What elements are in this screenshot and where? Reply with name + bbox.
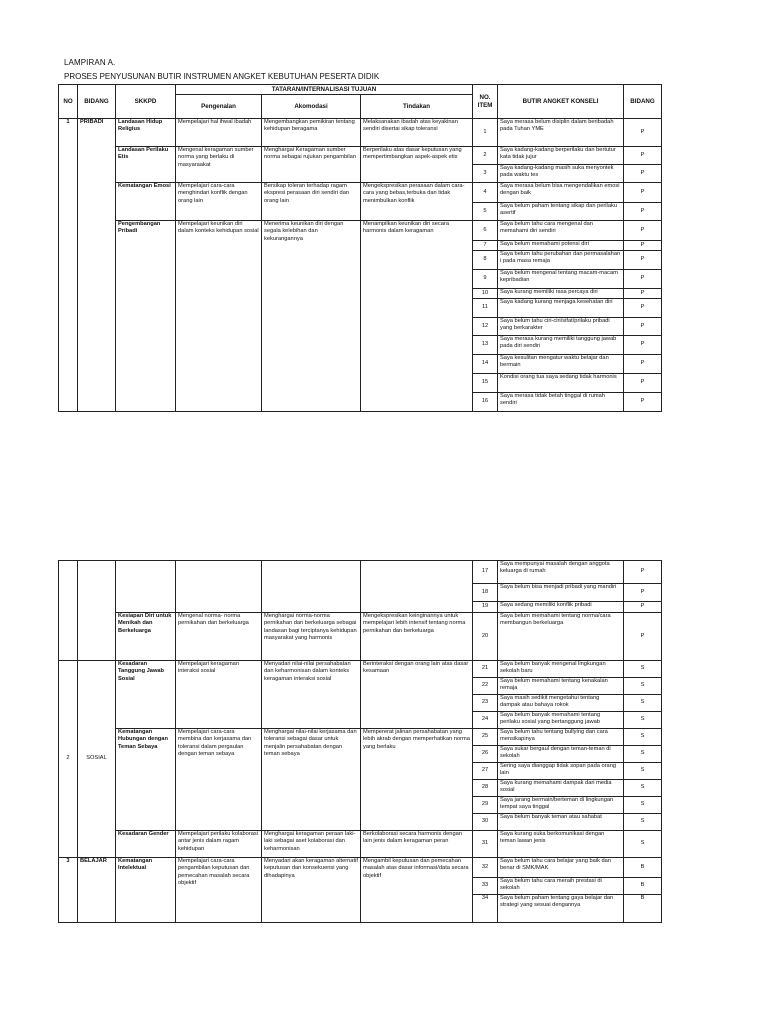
skkpd-name: Kematangan Intelektual: [116, 858, 176, 923]
pengenalan-cell: Mempelajari hal ihwal ibadah: [176, 119, 262, 147]
pengenalan-continued: [176, 561, 262, 613]
akomodasi-continued: [262, 561, 361, 613]
item-bidang: S: [624, 695, 662, 712]
item-text: Saya belum memahami tentang norma/cara membangun berkeluarga: [498, 613, 624, 661]
skkpd-name: Kematangan Emosi: [116, 183, 176, 221]
item-bidang: P: [624, 336, 662, 355]
bidang-no: 2: [59, 661, 78, 858]
item-no: 2: [473, 147, 498, 165]
item-text: Saya kadang-kadang berperilaku dan bertutur kata tidak jujur: [498, 147, 624, 165]
akomodasi-cell: Menyadari nilai-nilai persahabatan dan keharmonisan dalam konteks keragaman interaksi sosial: [262, 661, 361, 729]
item-text: Saya belum mengenal tentang macam-macam kepribadian: [498, 270, 624, 289]
bidang-name: SOSIAL: [78, 661, 116, 858]
item-bidang: P: [624, 318, 662, 336]
header-bidang: BIDANG: [78, 85, 116, 119]
skkpd-name: Kematangan Hubungan dengan Teman Sebaya: [116, 729, 176, 831]
item-text: Sering saya dianggap tidak sopan pada orang lain: [498, 763, 624, 780]
pengenalan-cell: Mempelajari keunikan diri dalam konteks kehidupan sosial: [176, 221, 262, 412]
item-bidang: S: [624, 780, 662, 797]
item-bidang: P: [624, 241, 662, 251]
pengenalan-cell: Mempelajari perilaku kolaborasi antar jenis dalam ragam kehidupan: [176, 831, 262, 858]
item-text: Saya merasa tidak betah tinggal di rumah sendiri: [498, 393, 624, 412]
item-text: Saya kurang memiliki rasa percaya diri: [498, 289, 624, 299]
item-no: 19: [473, 602, 498, 613]
item-bidang: P: [624, 584, 662, 602]
pengenalan-cell: Mempelajari cara-cara menghindari konflik dengan orang lain: [176, 183, 262, 221]
header-bidang-item: BIDANG: [624, 85, 662, 119]
item-no: 11: [473, 299, 498, 318]
item-no: 13: [473, 336, 498, 355]
tindakan-cell: Mengambil keputusan dan pemecahan masalah atas dasar informasi/data secara objektif: [361, 858, 473, 923]
item-bidang: P: [624, 251, 662, 270]
item-text: Saya belum tahu cara mengenal dan memahami diri sendiri: [498, 221, 624, 241]
bidang-no-continued: [59, 561, 78, 661]
item-bidang: P: [624, 270, 662, 289]
akomodasi-cell: Menerima keunikan diri dengan segala kelebihan dan kekurangannya: [262, 221, 361, 412]
item-text: Saya belum tahu ciri-ciri/sifat/prilaku pribadi yang berkarakter: [498, 318, 624, 336]
item-text: Saya belum banyak mengenal lingkungan sekolah baru: [498, 661, 624, 678]
item-text: Saya jarang bermain/berteman di lingkungan tempat saya tinggal: [498, 797, 624, 814]
header-no: NO: [59, 85, 78, 119]
header-butir: BUTIR ANGKET KONSELI: [498, 85, 624, 119]
akomodasi-cell: Menghargai keragaman peraan laki-laki sebagai aset kolaborasi dan keharmonisan: [262, 831, 361, 858]
item-text: Saya mempunyai masalah dengan anggota keluarga di rumah: [498, 561, 624, 584]
item-text: Saya kurang suka berkomunikasi dengan teman lawan jenis: [498, 831, 624, 858]
item-text: Saya belum tahu cara meraih prestasi di sekolah: [498, 878, 624, 895]
item-no: 26: [473, 746, 498, 763]
item-no: 30: [473, 814, 498, 831]
pengenalan-cell: Mengenal keragaman sumber norma yang berlaku di masyaraakat: [176, 147, 262, 183]
bidang-no: 1: [59, 119, 78, 412]
item-no: 21: [473, 661, 498, 678]
item-bidang: P: [624, 203, 662, 221]
item-no: 24: [473, 712, 498, 729]
akomodasi-cell: Menghargai norma-norma pernikahan dan berkeluarga sebagai landasan bagi terciptanya kehidupan masyarakat yang harmonis: [262, 613, 361, 661]
item-bidang: P: [624, 602, 662, 613]
item-bidang: P: [624, 221, 662, 241]
item-bidang: P: [624, 374, 662, 393]
bidang-name: BELAJAR: [78, 858, 116, 923]
item-no: 16: [473, 393, 498, 412]
item-bidang: P: [624, 613, 662, 661]
skkpd-name: Kesiapan Diri untuk Menikah dan Berkeluarga: [116, 613, 176, 661]
item-bidang: P: [624, 561, 662, 584]
item-text: Saya sedang memiliki konflik pribadi: [498, 602, 624, 613]
header-pengenalan: Pengenalan: [176, 95, 262, 119]
item-bidang: S: [624, 661, 662, 678]
item-bidang: B: [624, 878, 662, 895]
header-skkpd: SKKPD: [116, 85, 176, 119]
item-bidang: B: [624, 858, 662, 878]
akomodasi-cell: Menghargai Keragaman sumber norma sebagai rujukan pengambilan: [262, 147, 361, 183]
document-title: LAMPIRAN A.: [64, 58, 116, 67]
item-no: 34: [473, 895, 498, 923]
item-bidang: S: [624, 797, 662, 814]
item-bidang: P: [624, 299, 662, 318]
tindakan-cell: Mengekspresikan perasaan dalam cara-cara yang bebas,terbuka dan tidak menimbulkan konflik: [361, 183, 473, 221]
item-no: 8: [473, 251, 498, 270]
item-text: Saya belum tahu cara belajar yang baik dan benar di SMK/MAK: [498, 858, 624, 878]
item-text: Saya belum paham tentang gaya belajar dan strategi yang sesuai dengannya: [498, 895, 624, 923]
item-no: 4: [473, 183, 498, 203]
item-bidang: P: [624, 289, 662, 299]
tindakan-cell: Berkolaborasi secara harmonis dengan lain jenis dalam keragaman peran: [361, 831, 473, 858]
item-no: 18: [473, 584, 498, 602]
skkpd-continued: [116, 561, 176, 613]
bidang-name: PRIBADI: [78, 119, 116, 412]
skkpd-name: Kesadaran Gender: [116, 831, 176, 858]
akomodasi-cell: Menghargai nilai-nilai kerjasama dan toleransi sebagai dasar untuk menjalin persahabatan dengan teman sebaya: [262, 729, 361, 831]
bidang-no: 3: [59, 858, 78, 923]
item-bidang: S: [624, 678, 662, 695]
skkpd-name: Kesadaran Tanggung Jawab Sosial: [116, 661, 176, 729]
item-bidang: P: [624, 119, 662, 147]
pengenalan-cell: Mempelajari cara-cara pengambilan keputusan dan pemecahan masalah secara objektif: [176, 858, 262, 923]
item-no: 12: [473, 318, 498, 336]
tindakan-continued: [361, 561, 473, 613]
header-tataran: TATARAN/INTERNALISASI TUJUAN: [176, 85, 473, 95]
tindakan-cell: Berinteraksi dengan orang lain atas dasar kesamaan: [361, 661, 473, 729]
item-text: Saya belum banyak memahami tentang perilaku sosial yang bertanggung jawab: [498, 712, 624, 729]
document-subtitle: PROSES PENYUSUNAN BUTIR INSTRUMEN ANGKET KEBUTUHAN PESERTA DIDIK: [64, 72, 380, 81]
item-text: Saya kesulitan mengatur waktu belajar dan bermain: [498, 355, 624, 374]
item-bidang: S: [624, 831, 662, 858]
item-no: 33: [473, 878, 498, 895]
item-no: 31: [473, 831, 498, 858]
header-tindakan: Tindakan: [361, 95, 473, 119]
tindakan-cell: Melaksanakan ibadah atas keyakinan sendiri disertai sikap toleransi: [361, 119, 473, 147]
item-no: 27: [473, 763, 498, 780]
item-no: 22: [473, 678, 498, 695]
item-no: 29: [473, 797, 498, 814]
item-text: Saya sukar bergaul dengan teman-teman di sekolah: [498, 746, 624, 763]
item-text: Saya belum bisa menjadi pribadi yang mandiri: [498, 584, 624, 602]
item-bidang: P: [624, 393, 662, 412]
skkpd-name: Landasan Perilaku Etis: [116, 147, 176, 183]
item-no: 25: [473, 729, 498, 746]
item-no: 10: [473, 289, 498, 299]
item-text: Saya belum banyak teman atau sahabat: [498, 814, 624, 831]
item-bidang: S: [624, 729, 662, 746]
pengenalan-cell: Mempelajari keragaman interaksi sosial: [176, 661, 262, 729]
item-no: 20: [473, 613, 498, 661]
tindakan-cell: Berperilaku atas dasar keputusan yang mempertimbangkan aspek-aspek etis: [361, 147, 473, 183]
item-text: Saya merasa kurang memiliki tanggung jawab pada diri sendiri: [498, 336, 624, 355]
akomodasi-cell: Mengembangkan pemikiran tentang kehidupan beragama: [262, 119, 361, 147]
item-bidang: S: [624, 814, 662, 831]
skkpd-name: Pengembangan Pribadi: [116, 221, 176, 412]
item-bidang: S: [624, 763, 662, 780]
item-text: Saya kurang memahami dampak dari media sosial: [498, 780, 624, 797]
item-text: Saya merasa belum bisa mengendalikan emosi dengan baik: [498, 183, 624, 203]
item-no: 15: [473, 374, 498, 393]
item-no: 6: [473, 221, 498, 241]
item-no: 28: [473, 780, 498, 797]
instrument-table-page-1: [58, 84, 662, 412]
tindakan-cell: Mengekspresikan keinginannya untuk mempelajari lebih intensif tentang norma pernikahan dan berkeluarga: [361, 613, 473, 661]
item-no: 9: [473, 270, 498, 289]
item-no: 17: [473, 561, 498, 584]
header-no-item: NO. ITEM: [473, 85, 498, 119]
item-no: 3: [473, 165, 498, 183]
item-bidang: P: [624, 183, 662, 203]
tindakan-cell: Mempererat jalinan persahabatan yang lebih akrab dengan memperhatikan norma yang berlaku: [361, 729, 473, 831]
item-text: Saya belum paham tentang sikap dan perilaku asertif: [498, 203, 624, 221]
item-bidang: P: [624, 147, 662, 165]
item-text: Saya belum memahami tentang kenakalan remaja: [498, 678, 624, 695]
item-bidang: B: [624, 895, 662, 923]
item-text: Saya kadang-kadang masih suka menyontek pada waktu tes: [498, 165, 624, 183]
item-text: Saya merasa belum disiplin dalam beribadah pada Tuhan YME: [498, 119, 624, 147]
item-bidang: S: [624, 746, 662, 763]
item-text: Kondisi orang tua saya sedang tidak harmonis: [498, 374, 624, 393]
akomodasi-cell: Menyadari akan keragaman alternatif keputusan dan konsekuensi yang dihadapinya: [262, 858, 361, 923]
item-text: Saya belum tahu tentang bullying dan cara mensikapinya: [498, 729, 624, 746]
tindakan-cell: Menampilkan keunikan diri secara harmonis dalam keragaman: [361, 221, 473, 412]
skkpd-name: Landasan Hidup Religius: [116, 119, 176, 147]
instrument-table-page-2: [58, 560, 662, 923]
item-no: 32: [473, 858, 498, 878]
pengenalan-cell: Mempelajari cara-cara membina dan kerjasama dan toleransi dalam pergaulan dengan teman sebaya: [176, 729, 262, 831]
pengenalan-cell: Mengenal norma- norma pernikahan dan berkeluarga: [176, 613, 262, 661]
item-text: Saya masih sedikit mengetahui tentang dampak atau bahaya rokok: [498, 695, 624, 712]
item-no: 5: [473, 203, 498, 221]
item-text: Saya kadang kurang menjaga kesehatan diri: [498, 299, 624, 318]
item-text: Saya belum memahami potensi diri: [498, 241, 624, 251]
akomodasi-cell: Bersikap toleran terhadap ragam ekspresi perasaan diri sendiri dan orang lain: [262, 183, 361, 221]
item-text: Saya belum tahu perubahan dan permasalahan i pada masa remaja: [498, 251, 624, 270]
item-no: 23: [473, 695, 498, 712]
item-bidang: S: [624, 712, 662, 729]
item-no: 1: [473, 119, 498, 147]
item-no: 7: [473, 241, 498, 251]
item-bidang: P: [624, 355, 662, 374]
item-no: 14: [473, 355, 498, 374]
bidang-name-continued: [78, 561, 116, 661]
header-akomodasi: Akomodasi: [262, 95, 361, 119]
item-bidang: P: [624, 165, 662, 183]
